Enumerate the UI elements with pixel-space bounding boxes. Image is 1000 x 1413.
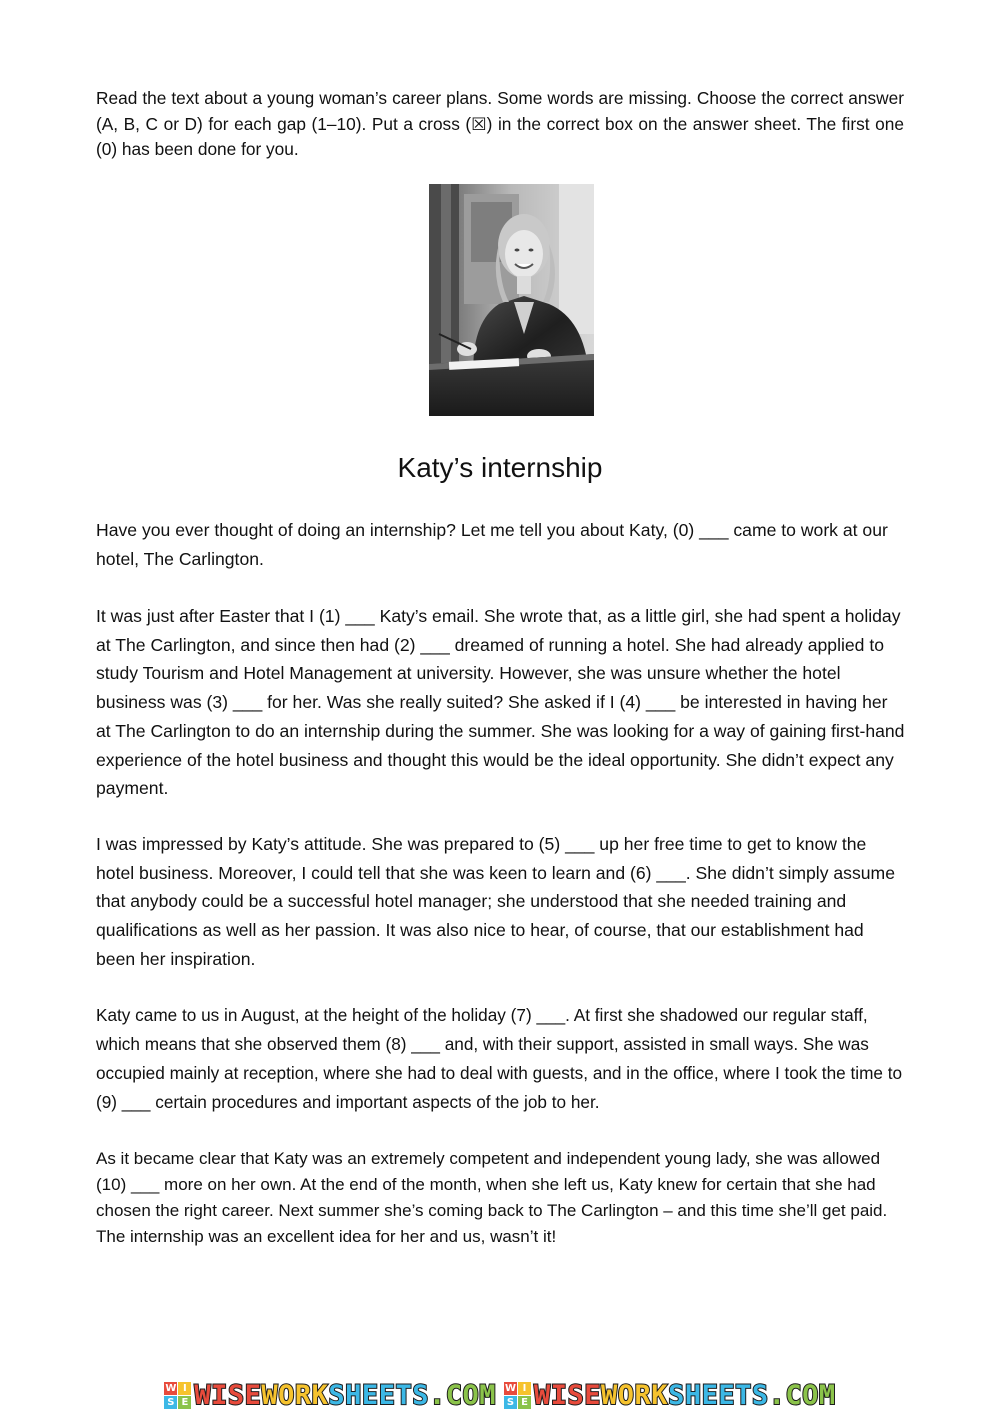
paragraph-1: Have you ever thought of doing an internship? Let me tell you about Katy, (0) ___ came to work at our hotel, The Carlington. [96, 520, 888, 569]
logo-grid-icon: W I S E [164, 1382, 191, 1409]
paragraph-5: As it became clear that Katy was an extremely competent and independent young lady, she was allowed (10) ___ more on her own. At the end of the month, when she left us, Katy knew for certain that she had chosen the right career. Next summer she’s coming back to The Carlington – and this time she’ll get paid. The internship was an excellent idea for her and us, wasn’t it! [96, 1149, 888, 1246]
logo-text: WISEWORKSHEETS.COM [534, 1380, 836, 1411]
paragraph-4: Katy came to us in August, at the height of the holiday (7) ___. At first she shadowed our regular staff, which means that she observed them (8) ___ and, with their support, assisted in small ways. She was occupied mainly at reception, where she had to deal with guests, and in the office, where I took the time to (9) ___ certain procedures and important aspects of the job to her. [96, 1005, 903, 1112]
logo-grid-icon: W I S E [504, 1382, 531, 1409]
article-title: Katy’s internship [397, 452, 603, 483]
instructions-text: Read the text about a young woman’s career plans. Some words are missing. Choose the correct answer (A, B, C or D) for each gap (1–10). Put a cross (☒) in the correct box on the answer sheet. The first one (0) has been done for you. [96, 88, 904, 159]
wiseworksheets-logo [164, 1380, 496, 1411]
logo-text: WISEWORKSHEETS.COM [194, 1380, 496, 1411]
paragraph-3: I was impressed by Katy’s attitude. She was prepared to (5) ___ up her free time to get to know the hotel business. Moreover, I could tell that she was keen to learn and (6) ___. She didn’t simply assume that anybody could be a successful hotel manager; she understood that she needed training and qualifications as well as her passion. It was also nice to hear, of course, that our establishment had been her inspiration. [96, 834, 895, 969]
paragraph-2: It was just after Easter that I (1) ___ Katy’s email. She wrote that, as a little girl, she had spent a holiday at The Carlington, and since then had (2) ___ dreamed of running a hotel. She had already applied to study Tourism and Hotel Management at university. However, she was unsure whether the hotel business was (3) ___ for her. Was she really suited? She asked if I (4) ___ be interested in having her at The Carlington to do an internship during the summer. She was looking for a way of gaining first-hand experience of the hotel business and thought this would be the ideal opportunity. She didn’t expect any payment. [96, 606, 905, 799]
wiseworksheets-logo [504, 1380, 836, 1411]
woman-at-desk-photo [429, 184, 594, 416]
footer-watermark [0, 1378, 1000, 1413]
